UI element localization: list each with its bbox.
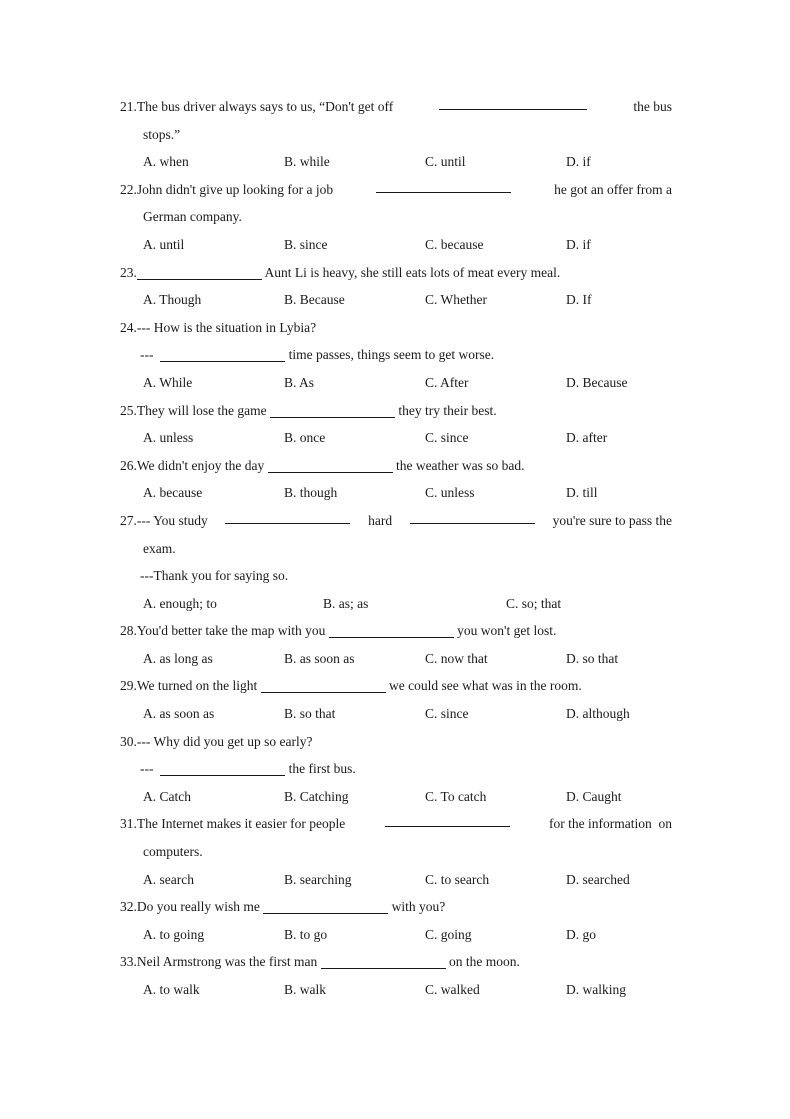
question-stem-text: --- You study (136, 512, 208, 528)
option-c[interactable]: C. going (425, 926, 472, 942)
option-d[interactable]: D. if (566, 154, 591, 170)
options-row (120, 783, 672, 811)
options-row (120, 479, 672, 507)
option-a[interactable]: A. enough; to (143, 595, 217, 611)
answer-blank[interactable] (321, 952, 446, 969)
option-b[interactable]: B. walk (284, 982, 326, 997)
answer-blank[interactable] (439, 93, 587, 110)
answer-blank[interactable] (385, 810, 510, 827)
question-stem-text: computers. (143, 844, 203, 860)
question-30 (120, 728, 672, 811)
question-number: 32. (120, 899, 137, 915)
options-row (120, 866, 672, 894)
question-number: 27. (120, 512, 137, 528)
question-stem-text: stops.” (143, 126, 181, 142)
option-b[interactable]: B. once (284, 430, 326, 446)
option-a[interactable]: A. when (143, 154, 189, 170)
question-stem-text: Do you really wish me (136, 899, 260, 915)
question-stem-text: --- Why did you get up so early? (136, 733, 313, 749)
question-24 (120, 314, 672, 397)
option-b[interactable]: B. searching (284, 871, 352, 887)
question-number: 33. (120, 954, 137, 970)
question-stem-text: time passes, things seem to get worse. (288, 347, 495, 363)
question-number: 28. (120, 623, 137, 639)
option-a[interactable]: A. unless (143, 430, 194, 446)
option-a[interactable]: A. as long as (143, 650, 213, 666)
option-b[interactable]: B. while (284, 154, 330, 170)
option-c[interactable]: C. since (425, 706, 469, 722)
option-b[interactable]: B. to go (284, 926, 328, 942)
option-d[interactable]: D. If (566, 292, 592, 308)
options-row (120, 700, 672, 728)
option-b[interactable]: B. As (284, 374, 315, 390)
question-stem-text: we could see what was in the room. (389, 678, 582, 694)
options-row (120, 645, 672, 673)
option-a[interactable]: A. While (143, 374, 193, 390)
option-b[interactable]: B. so that (284, 706, 336, 722)
question-stem-text: they try their best. (398, 402, 497, 418)
question-stem-text: on the moon. (448, 954, 520, 970)
options-row (120, 286, 672, 314)
option-a[interactable]: A. as soon as (143, 706, 215, 722)
option-c[interactable]: C. to search (425, 871, 490, 887)
question-stem-text: for the information on (549, 816, 672, 832)
question-stem-text: They will lose the game (136, 402, 267, 418)
question-stem-text: the first bus. (288, 761, 356, 777)
question-23 (120, 259, 672, 314)
option-b[interactable]: B. since (284, 236, 328, 252)
question-stem-text: Neil Armstrong was the first man (136, 954, 318, 970)
option-b[interactable]: B. as soon as (284, 650, 355, 666)
answer-blank[interactable] (137, 263, 262, 280)
question-stem-text: the weather was so bad. (395, 457, 525, 473)
option-d[interactable]: D. till (566, 485, 598, 501)
answer-blank[interactable] (225, 507, 350, 524)
answer-blank[interactable] (410, 507, 535, 524)
question-number: 24. (120, 319, 137, 335)
question-33 (120, 948, 672, 1003)
option-d[interactable]: D. although (566, 706, 630, 722)
option-c[interactable]: C. unless (425, 485, 475, 501)
option-c[interactable]: C. now that (425, 650, 488, 666)
option-d[interactable]: D. if (566, 236, 591, 252)
option-a[interactable]: A. until (143, 236, 185, 252)
option-d[interactable]: D. walking (566, 982, 626, 997)
option-c[interactable]: C. walked (425, 982, 480, 997)
question-stem-text: The Internet makes it easier for people (136, 816, 346, 832)
option-a[interactable]: A. search (143, 871, 194, 887)
question-stem-text: --- How is the situation in Lybia? (136, 319, 317, 335)
dialogue-reply: ---Thank you for saying so. (140, 568, 289, 584)
question-stem-text: You'd better take the map with you (136, 623, 326, 639)
question-number: 31. (120, 816, 137, 832)
question-stem-text: The bus driver always says to us, “Don't get off (136, 99, 394, 114)
question-number: 23. (120, 264, 137, 280)
question-21 (120, 93, 672, 176)
question-31 (120, 810, 672, 893)
option-d[interactable]: D. Because (566, 374, 628, 390)
option-a[interactable]: A. Catch (143, 788, 191, 804)
question-stem-text: German company. (143, 209, 242, 225)
question-stem-text: you won't get lost. (457, 623, 557, 639)
question-number: 29. (120, 678, 137, 694)
answer-blank[interactable] (376, 176, 511, 193)
answer-blank[interactable] (263, 897, 388, 914)
question-stem-text: the bus (633, 99, 672, 114)
option-a[interactable]: A. to going (143, 926, 205, 942)
option-c[interactable]: C. so; that (506, 595, 562, 611)
options-row (120, 148, 672, 176)
option-b[interactable]: B. though (284, 485, 338, 501)
answer-blank[interactable] (270, 401, 395, 418)
question-26 (120, 452, 672, 507)
options-row (120, 231, 672, 259)
option-a[interactable]: A. to walk (143, 982, 200, 997)
options-row (120, 921, 672, 949)
dialogue-dash: --- (140, 347, 154, 363)
option-c[interactable]: C. Whether (425, 292, 487, 308)
question-stem-text: We didn't enjoy the day (136, 457, 265, 473)
question-29 (120, 672, 672, 727)
option-d[interactable]: D. Caught (566, 788, 622, 804)
option-c[interactable]: C. since (425, 430, 469, 446)
answer-blank[interactable] (329, 621, 454, 638)
question-stem-text: We turned on the light (136, 678, 258, 694)
question-stem-text: you're sure to pass the (552, 512, 672, 528)
answer-blank[interactable] (160, 345, 285, 362)
option-c[interactable]: C. After (425, 374, 469, 390)
option-c[interactable]: C. To catch (425, 788, 487, 804)
answer-blank[interactable] (261, 676, 386, 693)
option-d[interactable]: D. searched (566, 871, 630, 887)
answer-blank[interactable] (160, 759, 285, 776)
question-stem-text: hard (368, 512, 393, 528)
options-row (120, 424, 672, 452)
options-row (120, 590, 672, 618)
answer-blank[interactable] (268, 456, 393, 473)
question-stem-text: with you? (391, 899, 446, 915)
option-c[interactable]: C. until (425, 154, 466, 170)
option-b[interactable]: B. as; as (323, 595, 369, 611)
question-22 (120, 176, 672, 259)
question-number: 30. (120, 733, 137, 749)
option-b[interactable]: B. Because (284, 292, 345, 308)
question-number: 26. (120, 457, 137, 473)
question-32 (120, 893, 672, 948)
question-stem-text: Aunt Li is heavy, she still eats lots of meat every meal. (264, 264, 561, 280)
question-25 (120, 397, 672, 452)
option-d[interactable]: D. after (566, 430, 608, 446)
question-number: 22. (120, 181, 137, 197)
question-stem-text: John didn't give up looking for a job (136, 181, 334, 197)
option-a[interactable]: A. because (143, 485, 203, 501)
options-row (120, 369, 672, 397)
option-d[interactable]: D. go (566, 926, 596, 942)
option-d[interactable]: D. so that (566, 650, 619, 666)
question-27 (120, 507, 672, 617)
dialogue-dash: --- (140, 761, 154, 777)
option-a[interactable]: A. Though (143, 292, 202, 308)
option-c[interactable]: C. because (425, 236, 484, 252)
options-row (120, 976, 672, 1004)
question-28 (120, 617, 672, 672)
exercise-sheet (120, 93, 672, 1004)
option-b[interactable]: B. Catching (284, 788, 349, 804)
question-number: 25. (120, 402, 137, 418)
question-stem-text: exam. (143, 540, 176, 556)
question-stem-text: he got an offer from a (554, 181, 672, 197)
question-number: 21. (120, 99, 137, 114)
